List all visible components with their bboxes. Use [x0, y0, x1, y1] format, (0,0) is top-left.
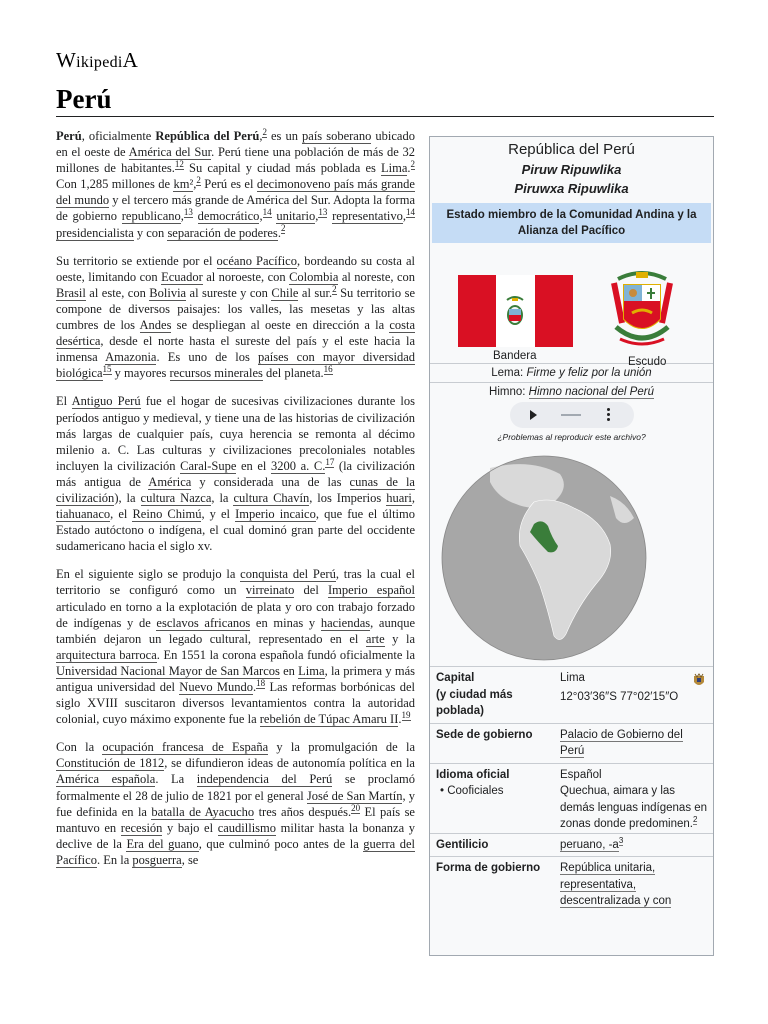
cooficial-languages-value: Quechua, aimara y las demás lenguas indígenas en zonas donde predominen.$^2$	[560, 785, 708, 830]
article-link[interactable]: Lima	[381, 161, 408, 176]
flag-image[interactable]	[458, 275, 573, 347]
location-map[interactable]	[430, 452, 713, 666]
text-run: tres años después.	[254, 804, 352, 819]
article-link[interactable]: Chile	[271, 285, 299, 300]
text-run: Su territorio se extiende por el	[56, 253, 217, 268]
article-link[interactable]: océano Pacífico	[216, 253, 297, 268]
article-link[interactable]: tiahuanaco	[56, 507, 111, 522]
text-run: y mayores	[111, 366, 170, 381]
text-run: ,	[259, 209, 263, 224]
article-link[interactable]: costa desértica	[56, 318, 415, 349]
citation-superscript[interactable]: 2	[262, 126, 267, 137]
row-key: Idioma oficial	[436, 768, 510, 781]
text-run: , el	[110, 507, 133, 522]
text-run: en minas y	[250, 615, 321, 630]
text-run: es un	[266, 129, 303, 143]
citation-superscript[interactable]: 20	[351, 802, 361, 813]
text-run: Su capital y ciudad más poblada es	[183, 161, 381, 176]
citation-superscript[interactable]: 3	[618, 835, 624, 845]
text-run: . Es uno de los	[156, 350, 258, 365]
motto-label: Lema:	[491, 367, 524, 379]
audio-progress-track[interactable]	[561, 414, 581, 416]
capital-value[interactable]: Lima	[560, 672, 585, 684]
row-key: Capital (y ciudad más poblada)	[436, 672, 513, 717]
paragraph-intro	[56, 128, 415, 241]
article-link[interactable]: Imperio español	[328, 583, 415, 598]
text-run: ,	[402, 209, 407, 224]
citation-superscript[interactable]: 15	[102, 364, 112, 375]
title-divider	[56, 116, 714, 117]
text-run: Perú es el	[200, 177, 257, 192]
more-vertical-icon[interactable]	[607, 408, 610, 422]
infobox-motto-row	[430, 363, 713, 382]
text-run: al sureste y con	[186, 285, 272, 300]
text-run: del planeta.	[262, 366, 324, 381]
text-run: ,	[193, 177, 197, 192]
article-link[interactable]: arquitectura barroca	[56, 647, 157, 662]
citation-superscript[interactable]: 13	[183, 207, 193, 218]
citation-superscript[interactable]: 19	[401, 710, 411, 721]
text-run: al noroeste, con	[202, 269, 290, 284]
infobox-data-rows	[430, 666, 713, 913]
article-link[interactable]: huari	[386, 490, 412, 505]
paragraph-independence	[56, 739, 415, 868]
text-run: y el tercero más grande de América del Sur. Adopta la forma de gobierno	[56, 193, 415, 224]
article-link[interactable]: presidencialista	[56, 225, 134, 240]
bold-term: República del Perú	[155, 129, 260, 143]
text-run: fue el hogar de sucesivas civilizaciones durante los períodos antiguo y medieval, y tiene una de las historias de civilización más largas de cualquier país, cuya herencia se remonta al décimo milenio a. C. Las culturas y civilizaciones precoloniales notables incluyen la civilización	[56, 394, 415, 473]
article-link[interactable]: democrático	[197, 209, 260, 224]
article-link[interactable]: conquista del Perú	[240, 567, 336, 582]
article-link[interactable]: km²	[173, 177, 194, 192]
text-run: articulado en torno a la explotación de plata y oro con trabajo forzado de indígenas y de	[56, 599, 415, 630]
text-run: y bajo el	[162, 820, 218, 835]
text-run: . En 1551 la corona española fundó oficialmente la	[156, 647, 415, 662]
infobox-row-demonym	[430, 833, 713, 857]
article-link[interactable]: separación de poderes	[167, 225, 278, 240]
article-link[interactable]: arte	[365, 631, 385, 646]
page-title: Perú	[56, 84, 112, 114]
article-link[interactable]: caudillismo	[217, 820, 277, 835]
text-run	[193, 209, 198, 223]
article-link[interactable]: cultura Chavín	[233, 490, 310, 505]
text-run: ,	[315, 209, 319, 224]
capital-coordinates[interactable]: 12°03′36″S 77°02′15″O	[560, 690, 679, 703]
article-link[interactable]: rebelión de Túpac Amaru II	[259, 712, 399, 727]
text-run: , la primera y más antigua universidad del	[56, 663, 415, 694]
infobox-national-symbols	[430, 243, 713, 368]
article-link[interactable]: Nuevo Mundo	[179, 680, 254, 694]
citation-superscript[interactable]: 12	[174, 159, 184, 170]
text-run: , tras la cual el territorio se configuró como un	[56, 567, 415, 598]
citation-superscript[interactable]: 2	[693, 815, 698, 825]
row-key-cooficial: • Cooficiales	[440, 785, 504, 797]
citation-superscript[interactable]: 2	[196, 175, 201, 186]
article-link[interactable]: Brasil	[56, 285, 86, 300]
article-link[interactable]: recursos minerales	[169, 366, 263, 381]
text-run: , que culminó poco antes de la	[198, 836, 364, 851]
paragraph-ancient-history	[56, 393, 415, 554]
article-link[interactable]: representativo	[332, 209, 403, 224]
article-link[interactable]: 3200 a. C.	[271, 458, 326, 473]
official-language-value[interactable]: Español	[560, 768, 602, 781]
player-problems-link[interactable]: ¿Problemas al reproducir este archivo?	[497, 432, 646, 442]
text-run: (la civilización más antigua de	[56, 458, 416, 489]
text-run: , los Imperios	[309, 490, 387, 505]
infobox-row-language	[430, 763, 713, 833]
orthographic-globe-image	[430, 452, 714, 666]
article-link[interactable]: país soberano	[302, 129, 372, 143]
article-link[interactable]: esclavos africanos	[156, 615, 251, 630]
article-link[interactable]: Constitución de 1812	[56, 756, 165, 771]
paragraph-colonial-history	[56, 566, 415, 727]
article-link[interactable]: batalla de Ayacucho	[151, 804, 255, 819]
citation-superscript[interactable]: 18	[256, 677, 266, 688]
citation-superscript[interactable]: 2	[332, 283, 337, 294]
text-run: El país se mantuvo en	[56, 804, 415, 835]
coa-caption[interactable]: Escudo	[628, 356, 667, 368]
flag-caption[interactable]: Bandera	[493, 350, 537, 362]
wordmark-cap-w: W	[56, 48, 77, 72]
article-link[interactable]: Reino Chimú	[132, 507, 202, 522]
article-link[interactable]: América	[148, 474, 192, 489]
text-run: se proclamó formalmente el 28 de julio de 1821 por el general	[56, 772, 416, 803]
text-run: . Perú tiene una población de más de 32 millones de habitantes.	[56, 145, 415, 176]
text-run: se despliegan al oeste en dirección a la	[171, 318, 390, 333]
article-link[interactable]: Andes	[139, 318, 172, 333]
article-link[interactable]: América del Sur	[128, 145, 212, 160]
text-run: Con la	[56, 740, 103, 755]
text-run: .	[253, 680, 257, 694]
citation-superscript[interactable]: 14	[262, 207, 272, 218]
text-run: ), la	[114, 490, 141, 505]
text-run: , que fue el último Estado autóctono o indígena, el cual dominó gran parte del occidente sudamericano hacia el siglo xv.	[56, 507, 415, 554]
article-link[interactable]: Era del guano	[126, 836, 199, 851]
article-link[interactable]: virreinato	[245, 583, 295, 598]
text-run: El	[56, 394, 72, 409]
text-run: en el	[236, 458, 271, 473]
demonym-value[interactable]: peruano, -a	[560, 838, 619, 851]
text-run: Su territorio se compone de diversos paisajes: los valles, las mesetas y las altas cumbres de los	[56, 285, 416, 333]
text-run: , oficialmente	[81, 129, 156, 143]
text-run: , bordeando su costa al oeste, limitando con	[56, 253, 415, 284]
text-run: y la	[384, 631, 415, 646]
text-run: ,	[259, 129, 263, 143]
text-run: y con	[133, 225, 168, 240]
infobox-row-government	[430, 856, 713, 913]
text-run: ubicado en el oeste de	[56, 129, 415, 160]
infobox-title	[430, 137, 713, 198]
article-link[interactable]: Lima	[298, 663, 325, 678]
article-link[interactable]: ocupación francesa de España	[102, 740, 269, 755]
citation-superscript[interactable]: 2	[280, 223, 286, 234]
text-run: al sur.	[298, 285, 333, 300]
row-key: Forma de gobierno	[436, 862, 541, 874]
motto-link[interactable]: Firme y feliz por la unión	[526, 367, 652, 379]
text-run: En el siguiente siglo se produjo la	[56, 567, 241, 582]
citation-superscript[interactable]: 2	[410, 159, 416, 170]
article-link[interactable]: José de San Martín	[306, 788, 403, 803]
citation-superscript[interactable]: 16	[323, 364, 333, 375]
infobox-name-quechua: Piruw Ripuwlika	[521, 162, 622, 177]
text-run: . En la	[96, 852, 133, 867]
text-run: y considerada una de las	[191, 474, 350, 489]
wikipedia-wordmark[interactable]	[56, 48, 138, 73]
coat-of-arms-image[interactable]	[610, 269, 674, 353]
text-run: , aunque también dejaron un legado cultural, representado en el	[56, 615, 415, 646]
article-link[interactable]: posguerra	[132, 852, 182, 867]
infobox-row-capital	[430, 666, 713, 723]
article-link[interactable]: Colombia	[289, 269, 339, 284]
article-link[interactable]: recesión	[120, 820, 163, 835]
anthem-label: Himno:	[489, 386, 526, 398]
article-link[interactable]: guerra del Pacífico	[56, 836, 415, 867]
article-link[interactable]: Universidad Nacional Mayor de San Marcos	[56, 663, 280, 678]
article-link[interactable]: haciendas	[320, 615, 371, 630]
article-body	[56, 128, 415, 880]
infobox-membership-band: Estado miembro de la Comunidad Andina y la Alianza del Pacífico	[432, 203, 711, 243]
article-link[interactable]: independencia del Perú	[196, 772, 333, 787]
row-key: Gentilicio	[436, 838, 489, 851]
text-run: , se difundieron ideas de autonomía política en la	[164, 756, 415, 771]
text-run: al este, con	[85, 285, 150, 300]
infobox	[429, 136, 714, 956]
article-link[interactable]: países con mayor diversidad biológica	[56, 350, 415, 381]
article-link[interactable]: cunas de la civilización	[56, 474, 415, 505]
article-link[interactable]: Imperio incaico	[235, 507, 316, 522]
government-value[interactable]: República unitaria, representativa, descentralizada y con	[560, 862, 672, 907]
article-link[interactable]: cultura Nazca	[140, 490, 212, 505]
text-run: militar hasta la bonanza y declive de la	[56, 820, 416, 851]
text-run: ,	[180, 209, 184, 224]
text-run: .	[398, 712, 402, 727]
text-run: y la promulgación de la	[268, 740, 415, 755]
text-run: .	[407, 161, 411, 176]
article-link[interactable]: decimonoveno país más grande del mundo	[56, 177, 415, 208]
text-run: en	[279, 663, 299, 678]
text-run: , y el	[201, 507, 236, 522]
article-link[interactable]: republicano	[121, 209, 181, 224]
text-run: ,	[411, 490, 415, 505]
text-run: .	[277, 225, 281, 240]
citation-superscript[interactable]: 13	[318, 207, 328, 218]
row-key: Sede de gobierno	[436, 728, 533, 741]
paragraph-geography	[56, 253, 415, 382]
text-run: del	[294, 583, 329, 598]
infobox-name-aymara: Piruwxa Ripuwlika	[514, 181, 629, 196]
flag-coat-of-arms-icon	[496, 275, 534, 347]
article-link[interactable]: América española	[56, 772, 156, 787]
text-run: . La	[155, 772, 197, 787]
play-icon[interactable]	[530, 410, 537, 420]
anthem-link[interactable]: Himno nacional del Perú	[528, 386, 654, 398]
seat-value[interactable]: Palacio de Gobierno del Perú	[560, 728, 683, 757]
article-link[interactable]: Bolivia	[149, 285, 187, 300]
infobox-anthem-row	[430, 382, 713, 452]
citation-superscript[interactable]: 14	[406, 207, 416, 218]
article-link[interactable]: Ecuador	[161, 269, 203, 284]
text-run: al noreste, con	[338, 269, 415, 284]
article-link[interactable]: Caral-Supe	[180, 458, 237, 473]
text-run: , se	[181, 852, 199, 867]
text-run: Las reformas borbónicas del siglo XVIII suscitaron diversos levantamientos contra la autoridad colonial, cuyo máximo exponente fue la	[56, 680, 415, 727]
article-link[interactable]: Antiguo Perú	[71, 394, 141, 409]
infobox-country-name: República del Perú	[508, 141, 635, 158]
lima-coat-of-arms-icon	[691, 672, 707, 688]
article-link[interactable]: unitario	[276, 209, 316, 224]
text-run: , la	[211, 490, 234, 505]
citation-superscript[interactable]: 17	[325, 456, 335, 467]
audio-player[interactable]	[510, 402, 634, 428]
bold-term: Perú	[56, 129, 82, 143]
text-run: Con 1,285 millones de	[56, 177, 174, 192]
text-run: , y fue definida en la	[56, 788, 415, 819]
wordmark-cap-a: A	[122, 48, 139, 72]
article-link[interactable]: Amazonia	[105, 350, 157, 365]
infobox-row-seat	[430, 723, 713, 763]
text-run: , desde el norte hasta el sureste del país y el este hacia la inmensa	[56, 334, 415, 365]
wordmark-small-letters: ikipedi	[76, 54, 123, 71]
